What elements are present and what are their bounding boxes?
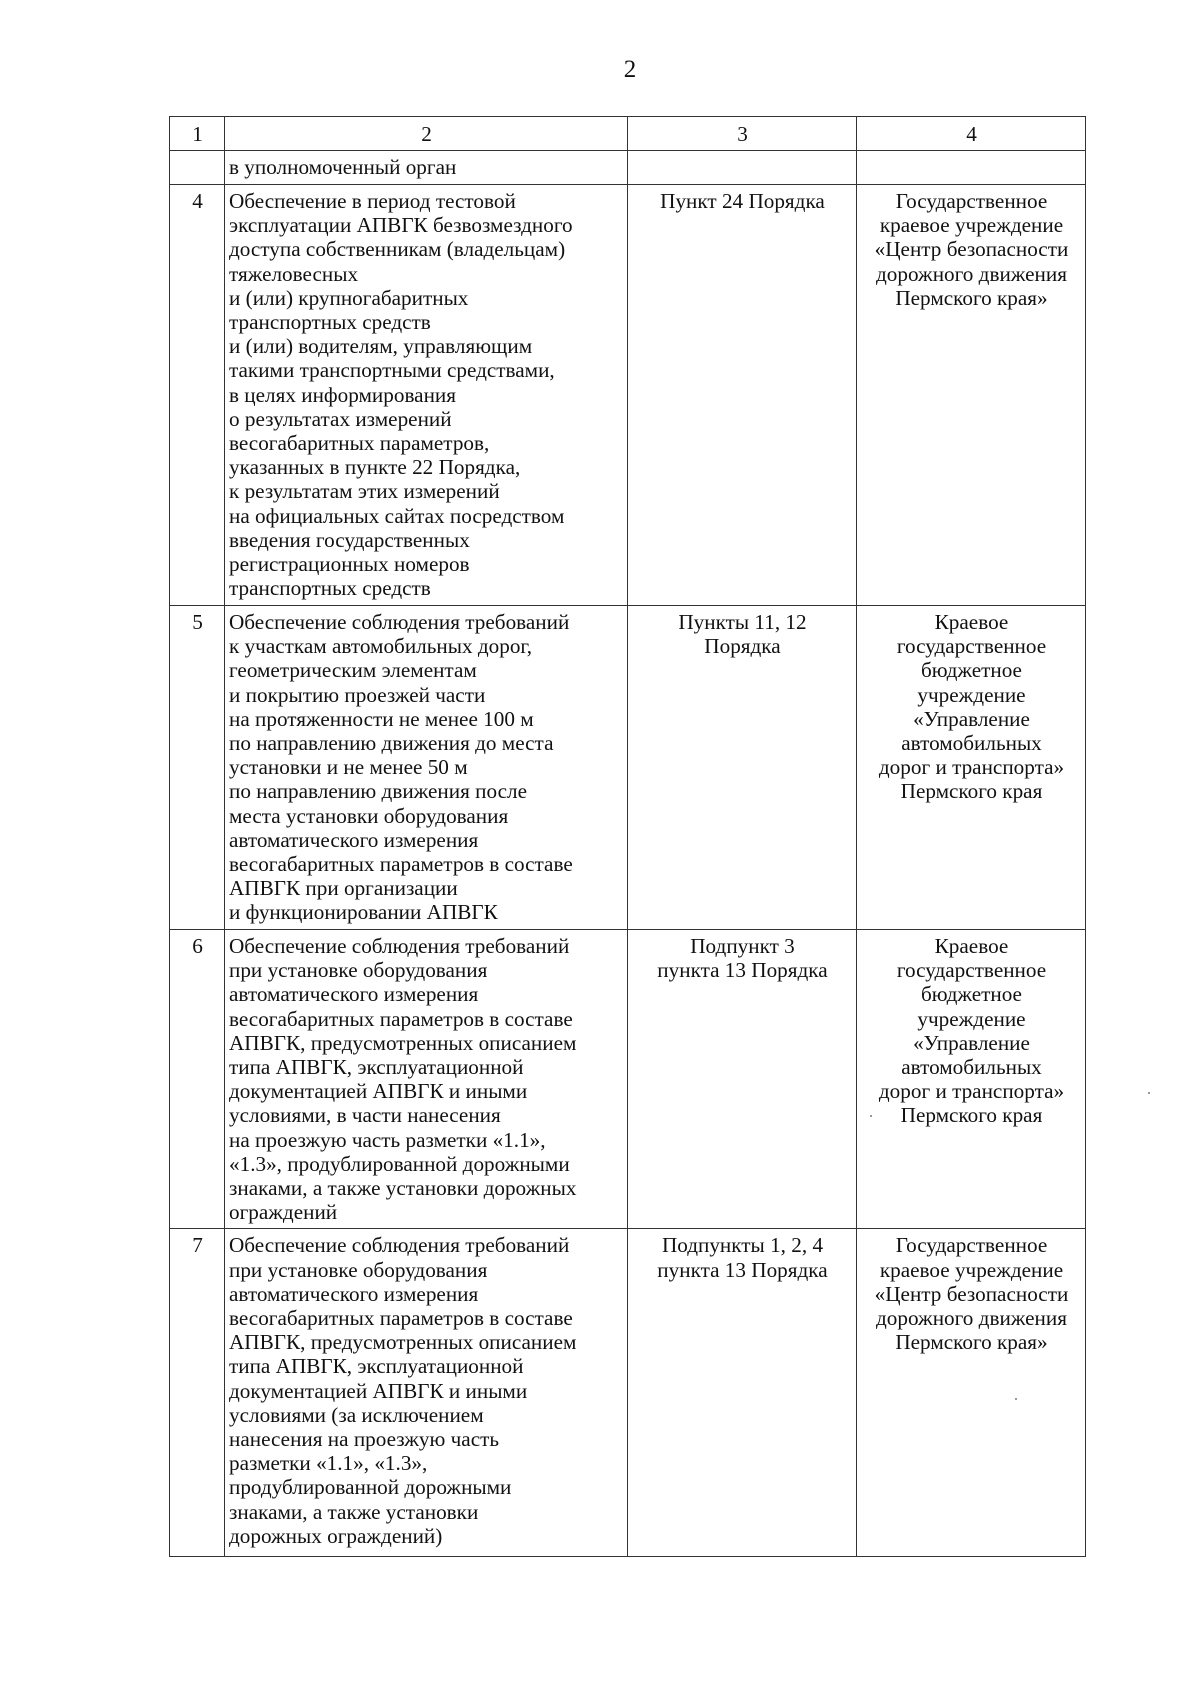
table-row	[170, 151, 1086, 185]
cell-text-line: бюджетное	[921, 658, 1022, 683]
cell-text-line: «Управление	[913, 1030, 1030, 1055]
cell-text-line: Пермского края	[900, 1103, 1043, 1128]
cell-text-line: по направлению движения до места	[229, 731, 554, 756]
cell-text-line: о результатах измерений	[229, 406, 452, 431]
cell-text-line: Пункт 24 Порядка	[660, 189, 825, 213]
cell-text-line: весогабаритных параметров,	[229, 431, 490, 456]
cell-text-line: АПВГК, предусмотренных описанием	[229, 1330, 577, 1355]
cell-text-line: транспортных средств	[229, 310, 431, 335]
responsible-cell	[857, 1229, 1086, 1557]
cell-text-line: весогабаритных параметров в составе	[229, 1006, 573, 1031]
cell-text-line: установки и не менее 50 м	[229, 755, 468, 780]
cell-text-line: «Центр безопасности	[874, 1281, 1069, 1306]
cell-text-line: доступа собственникам (владельцам)	[229, 237, 566, 262]
cell-text-line: «Управление	[913, 706, 1030, 731]
description-cell	[225, 1229, 628, 1557]
cell-text-line: и (или) крупногабаритных	[229, 285, 469, 310]
cell-text-line: знаками, а также установки	[229, 1499, 479, 1524]
cell-text-line: на протяженности не менее 100 м	[229, 706, 534, 731]
cell-text-line: такими транспортными средствами,	[229, 358, 555, 383]
header-cell-description: 2	[225, 117, 628, 151]
responsible-cell	[857, 151, 1086, 185]
cell-text-line: продублированной дорожными	[229, 1475, 512, 1500]
cell-text-line: пункта 13 Порядка	[657, 958, 828, 983]
cell-text-line: Пермского края»	[895, 1330, 1048, 1355]
cell-text-line: Пункты 11, 12	[678, 610, 807, 634]
cell-text-line: и (или) водителям, управляющим	[229, 334, 533, 359]
header-cell-responsible: 4	[857, 117, 1086, 151]
cell-text-line: дорог и транспорта»	[878, 1079, 1065, 1104]
cell-text-line: типа АПВГК, эксплуатационной	[229, 1354, 524, 1379]
cell-text-line: и функционировании АПВГК	[229, 900, 498, 925]
cell-text-line: АПВГК, предусмотренных описанием	[229, 1030, 577, 1055]
cell-text-line: документацией АПВГК и иными	[229, 1378, 528, 1403]
scan-speck	[870, 1115, 872, 1117]
cell-text-line: дорожного движения	[876, 1306, 1067, 1331]
table-row	[170, 930, 1086, 1229]
cell-text-line: на проезжую часть разметки «1.1»,	[229, 1127, 546, 1152]
cell-text-line: учреждение	[917, 1006, 1026, 1031]
row-number-cell	[170, 151, 225, 185]
cell-text-line: при установке оборудования	[229, 958, 488, 983]
row-number-cell: 5	[170, 606, 225, 930]
cell-text-line: краевое учреждение	[879, 213, 1064, 238]
row-number-cell: 6	[170, 930, 225, 1229]
responsible-cell	[857, 185, 1086, 606]
reference-cell	[628, 151, 857, 185]
cell-text-line: Порядка	[704, 634, 781, 659]
header-cell-reference: 3	[628, 117, 857, 151]
table-row	[170, 1229, 1086, 1557]
cell-text-line: типа АПВГК, эксплуатационной	[229, 1055, 524, 1080]
reference-cell	[628, 185, 857, 606]
reference-cell	[628, 930, 857, 1229]
cell-text-line: документацией АПВГК и иными	[229, 1079, 528, 1104]
description-cell	[225, 151, 628, 185]
cell-text-line: пункта 13 Порядка	[657, 1257, 828, 1282]
page-number: 2	[623, 56, 637, 83]
cell-text-line: в целях информирования	[229, 382, 457, 407]
cell-text-line: Государственное	[895, 1233, 1048, 1258]
cell-text-line: Обеспечение соблюдения требований	[229, 610, 570, 634]
cell-text-line: условиями (за исключением	[229, 1402, 484, 1427]
cell-text-line: условиями, в части нанесения	[229, 1103, 501, 1128]
cell-text-line: автоматического измерения	[229, 982, 479, 1007]
scan-speck	[1015, 1398, 1017, 1400]
cell-text-line: к участкам автомобильных дорог,	[229, 634, 533, 659]
description-cell	[225, 185, 628, 606]
header-cell-number: 1	[170, 117, 225, 151]
cell-text-line: «Центр безопасности	[874, 237, 1069, 262]
cell-text-line: введения государственных	[229, 527, 470, 552]
cell-text-line: весогабаритных параметров в составе	[229, 1306, 573, 1331]
cell-text-line: дорог и транспорта»	[878, 755, 1065, 780]
cell-text-line: дорожных ограждений)	[229, 1523, 443, 1548]
cell-text-line: автоматического измерения	[229, 1281, 479, 1306]
cell-text-line: бюджетное	[921, 982, 1022, 1007]
cell-text-line: нанесения на проезжую часть	[229, 1427, 500, 1452]
cell-text-line: государственное	[896, 634, 1047, 659]
cell-text-line: Краевое	[934, 610, 1009, 634]
cell-text-line: автомобильных	[901, 1055, 1042, 1080]
cell-text-line: знаками, а также установки дорожных	[229, 1176, 577, 1201]
cell-text-line: государственное	[896, 958, 1047, 983]
responsibilities-table	[169, 116, 1086, 1557]
cell-text-line: «1.3», продублированной дорожными	[229, 1151, 570, 1176]
table-row	[170, 185, 1086, 606]
cell-text-line: Подпункт 3	[690, 934, 795, 958]
cell-text-line: Пермского края»	[895, 285, 1048, 310]
description-cell	[225, 606, 628, 930]
cell-text-line: Государственное	[895, 189, 1048, 213]
cell-text-line: весогабаритных параметров в составе	[229, 852, 573, 877]
cell-text-line: Пермского края	[900, 779, 1043, 804]
cell-text-line: на официальных сайтах посредством	[229, 503, 565, 528]
cell-text-line: ограждений	[229, 1200, 338, 1225]
cell-text-line: АПВГК при организации	[229, 876, 458, 901]
responsible-cell	[857, 606, 1086, 930]
cell-text-line: дорожного движения	[876, 261, 1067, 286]
scan-speck	[1148, 1092, 1150, 1094]
description-cell	[225, 930, 628, 1229]
cell-text-line: тяжеловесных	[229, 261, 359, 286]
cell-text-line: автоматического измерения	[229, 827, 479, 852]
row-number-cell: 4	[170, 185, 225, 606]
cell-text-line: Краевое	[934, 934, 1009, 958]
cell-text-line: автомобильных	[901, 731, 1042, 756]
cell-text-line: регистрационных номеров	[229, 552, 470, 577]
cell-text-line: места установки оборудования	[229, 803, 509, 828]
responsible-cell	[857, 930, 1086, 1229]
cell-text-line: транспортных средств	[229, 576, 431, 601]
cell-text-line: учреждение	[917, 682, 1026, 707]
cell-text-line: к результатам этих измерений	[229, 479, 500, 504]
cell-text-line: Обеспечение соблюдения требований	[229, 1233, 570, 1258]
cell-text-line: Обеспечение соблюдения требований	[229, 934, 570, 958]
cell-text-line: геометрическим элементам	[229, 658, 477, 683]
cell-text-line: Подпункты 1, 2, 4	[661, 1233, 824, 1258]
reference-cell	[628, 1229, 857, 1557]
cell-text-line: при установке оборудования	[229, 1257, 488, 1282]
table-header-row	[170, 117, 1086, 151]
cell-text-line: Обеспечение в период тестовой	[229, 189, 516, 213]
cell-text-line: указанных в пункте 22 Порядка,	[229, 455, 521, 480]
row-number-cell: 7	[170, 1229, 225, 1557]
reference-cell	[628, 606, 857, 930]
table-row	[170, 606, 1086, 930]
cell-text-line: краевое учреждение	[879, 1257, 1064, 1282]
cell-text-line: и покрытию проезжей части	[229, 682, 486, 707]
cell-text-line: эксплуатации АПВГК безвозмездного	[229, 213, 573, 238]
cell-text-line: в уполномоченный орган	[229, 155, 457, 179]
cell-text-line: по направлению движения после	[229, 779, 527, 804]
cell-text-line: разметки «1.1», «1.3»,	[229, 1451, 428, 1476]
